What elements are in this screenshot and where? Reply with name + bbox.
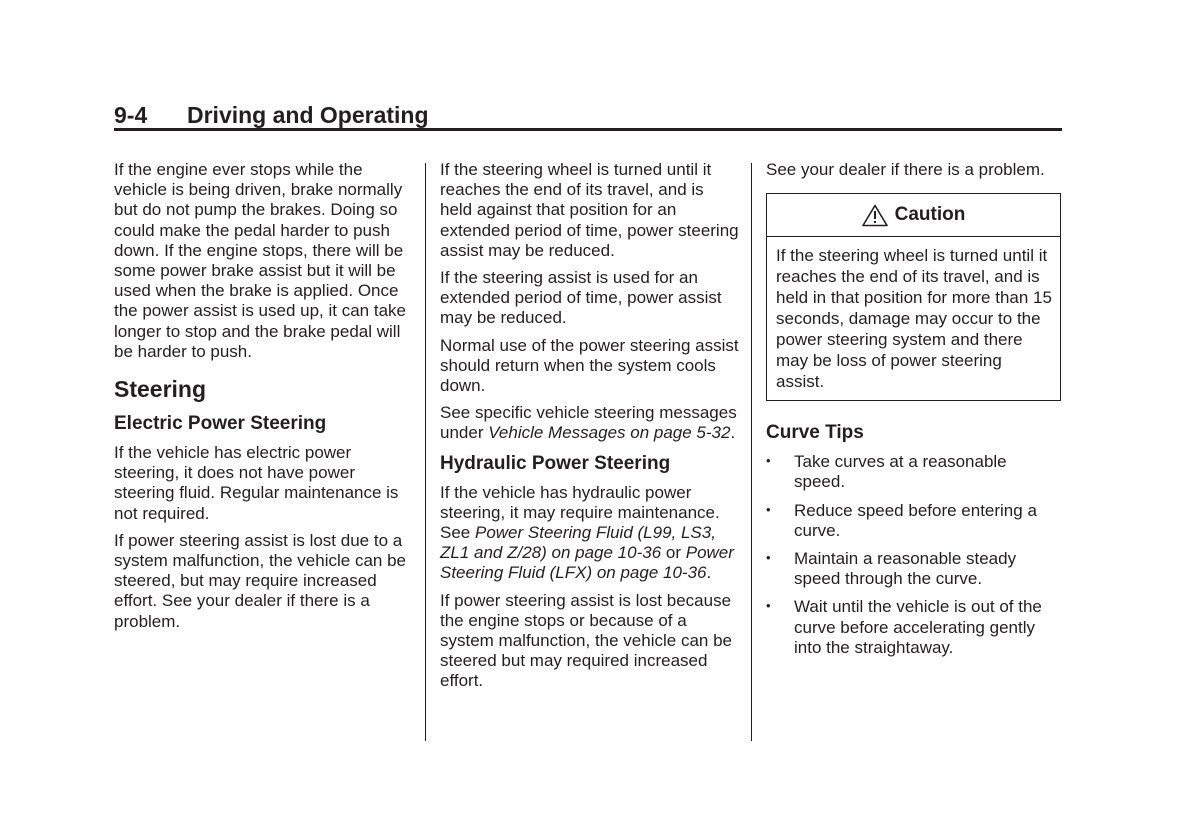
hps-paragraph-2: If power steering assist is lost because the engine stops or because of a system malfunction, the vehicle can be steered but may required increased effort. [440,590,732,691]
page-header [114,100,1062,130]
column-divider-1 [425,163,426,741]
caution-title: Caution [894,204,966,226]
caution-text: If the steering wheel is turned until it reaches the end of its travel, and is held in that position for more than 15 seconds, damage may occur to the power steering system and there may be loss of power steering assist. [776,246,1052,392]
page-number: 9-4 [114,102,148,128]
list-item [766,597,1062,658]
header-rule [114,128,1062,131]
heading-hydraulic-power-steering: Hydraulic Power Steering [440,452,671,474]
engine-stop-paragraph: If the engine ever stops while the vehicle is being driven, brake normally but do not pump the brakes. Doing so could make the pedal harder to push down. If the engine stops, there will be some power brake assist but it will be used when the brake is applied. Once the power assist is used up, it can take longer to stop and the brake pedal will be harder to push. [114,160,406,361]
column-3 [766,160,1062,666]
fluid-reference-1: Power Steering Fluid (L99, LS3, ZL1 and Z/28) on page 10-36 [440,523,716,563]
dealer-paragraph: See your dealer if there is a problem. [766,160,1045,179]
eps-paragraph-2: If power steering assist is lost due to a system malfunction, the vehicle can be steered, but may require increased effort. See your dealer if there is a problem. [114,530,406,631]
list-item [766,549,1062,589]
bullet-icon: • [766,501,771,517]
tip-text: Wait until the vehicle is out of the curve before accelerating gently into the straightaway. [794,597,1042,657]
column-divider-2 [751,163,752,741]
warning-triangle-icon [862,204,888,227]
list-item [766,501,1062,541]
hps-or: or [661,543,686,563]
messages-text: See specific vehicle steering messages under [440,403,737,443]
caution-box [766,193,1061,401]
vehicle-messages-reference: Vehicle Messages on page 5-32 [488,423,731,443]
cool-down-paragraph: Normal use of the power steering assist should return when the system cools down. [440,335,739,396]
heading-curve-tips: Curve Tips [766,422,864,444]
section-title-steering: Steering [114,376,207,403]
caution-header [767,194,1060,237]
heading-electric-power-steering: Electric Power Steering [114,413,327,435]
eps-paragraph-1: If the vehicle has electric power steering, it does not have power steering fluid. Regular maintenance is not required. [114,443,399,523]
extended-use-paragraph: If the steering assist is used for an extended period of time, power assist may be reduced. [440,268,722,328]
caution-body [767,237,1060,400]
bullet-icon: • [766,550,771,566]
curve-tips-list [766,452,1062,658]
chapter-title: Driving and Operating [187,102,429,128]
bullet-icon: • [766,453,771,469]
tip-text: Reduce speed before entering a curve. [794,500,1037,540]
messages-end: . [730,423,736,443]
tip-text: Take curves at a reasonable speed. [794,452,1007,492]
steering-travel-paragraph: If the steering wheel is turned until it reaches the end of its travel, and is held against that position for an extended period of time, power steering assist may be reduced. [440,160,739,260]
messages-paragraph [440,403,740,443]
column-1 [114,160,414,639]
hps-text: If the vehicle has hydraulic power steering, it may require maintenance. See [440,482,720,543]
column-2 [440,160,740,699]
hps-paragraph-1 [440,483,740,584]
bullet-icon: • [766,598,771,614]
fluid-reference-2: Power Steering Fluid (LFX) on page 10-36 [440,543,734,583]
tip-text: Maintain a reasonable steady speed through the curve. [794,549,1017,589]
hps-end: . [706,563,712,583]
list-item [766,452,1062,492]
